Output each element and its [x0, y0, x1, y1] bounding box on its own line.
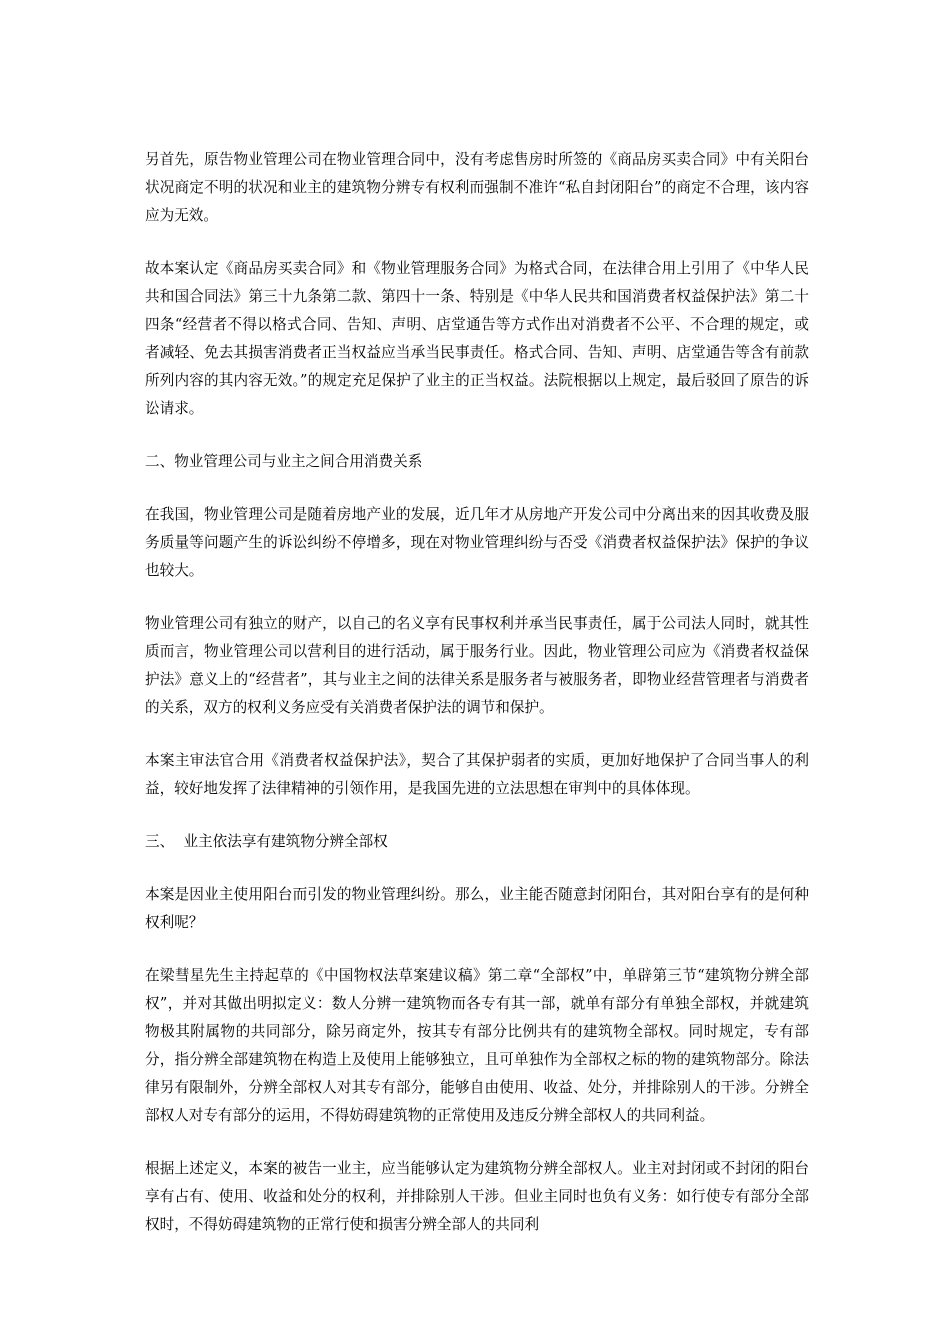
paragraph-3: 在我国，物业管理公司是随着房地产业的发展，近几年才从房地产开发公司中分离出来的因其收费及服务质量等问题产生的诉讼纠纷不停增多，现在对物业管理纠纷与否受《消费者权益保护法》保护的争议也较大。 — [145, 506, 809, 579]
section-heading-2: 二、物业管理公司与业主之间合用消费关系 — [145, 453, 423, 470]
paragraph-1: 另首先，原告物业管理公司在物业管理合同中，没有考虑售房时所签的《商品房买卖合同》中有关阳台状况商定不明的状况和业主的建筑物分辨专有权利而强制不准许“私自封闭阳台”的商定不合理，该内容应为无效。 — [145, 151, 809, 224]
document-body — [145, 146, 809, 1264]
paragraph-2: 故本案认定《商品房买卖合同》和《物业管理服务合同》为格式合同，在法律合用上引用了《中华人民共和国合同法》第三十九条第二款、第四十一条、特别是《中华人民共和国消费者权益保护法》第二十四条“经营者不得以格式合同、告知、声明、店堂通告等方式作出对消费者不公平、不合理的规定，或者减轻、免去其损害消费者正当权益应当承当民事责任。格式合同、告知、声明、店堂通告等含有前款所列内容的其内容无效。”的规定充足保护了业主的正当权益。法院根据以上规定，最后驳回了原告的诉讼请求。 — [145, 260, 809, 417]
paragraph-7: 在梁彗星先生主持起草的《中国物权法草案建议稿》第二章“全部权”中，单辟第三节“建筑物分辨全部权”，并对其做出明拟定义：数人分辨一建筑物而各专有其一部，就单有部分有单独全部权，并就建筑物极其附属物的共同部分，除另商定外，按其专有部分比例共有的建筑物全部权。同时规定，专有部分，指分辨全部建筑物在构造上及使用上能够独立，且可单独作为全部权之标的物的建筑物部分。除法律另有限制外，分辨全部权人对其专有部分，能够自由使用、收益、处分，并排除别人的干涉。分辨全部权人对专有部分的运用，不得妨碍建筑物的正常使用及违反分辨全部权人的共同利益。 — [145, 967, 809, 1124]
section-heading-3: 三、 业主依法享有建筑物分辨全部权 — [145, 833, 388, 850]
paragraph-6: 本案是因业主使用阳台而引发的物业管理纠纷。那么，业主能否随意封闭阳台，其对阳台享有的是何种权利呢？ — [145, 886, 809, 931]
paragraph-5: 本案主审法官合用《消费者权益保护法》，契合了其保护弱者的实质，更加好地保护了合同当事人的利益，较好地发挥了法律精神的引领作用，是我国先进的立法思想在审判中的具体体现。 — [145, 752, 809, 797]
paragraph-8: 根据上述定义，本案的被告一业主，应当能够认定为建筑物分辨全部权人。业主对封闭或不封闭的阳台享有占有、使用、收益和处分的权利，并排除别人干涉。但业主同时也负有义务：如行使专有部分全部权时，不得妨碍建筑物的正常行使和损害分辨全部人的共同利 — [145, 1160, 809, 1233]
paragraph-4: 物业管理公司有独立的财产，以自己的名义享有民事权利并承当民事责任，属于公司法人同时，就其性质而言，物业管理公司以营利目的进行活动，属于服务行业。因此，物业管理公司应为《消费者权益保护法》意义上的“经营者”，其与业主之间的法律关系是服务者与被服务者，即物业经营管理者与消费者的关系，双方的权利义务应受有关消费者保护法的调节和保护。 — [145, 615, 809, 716]
